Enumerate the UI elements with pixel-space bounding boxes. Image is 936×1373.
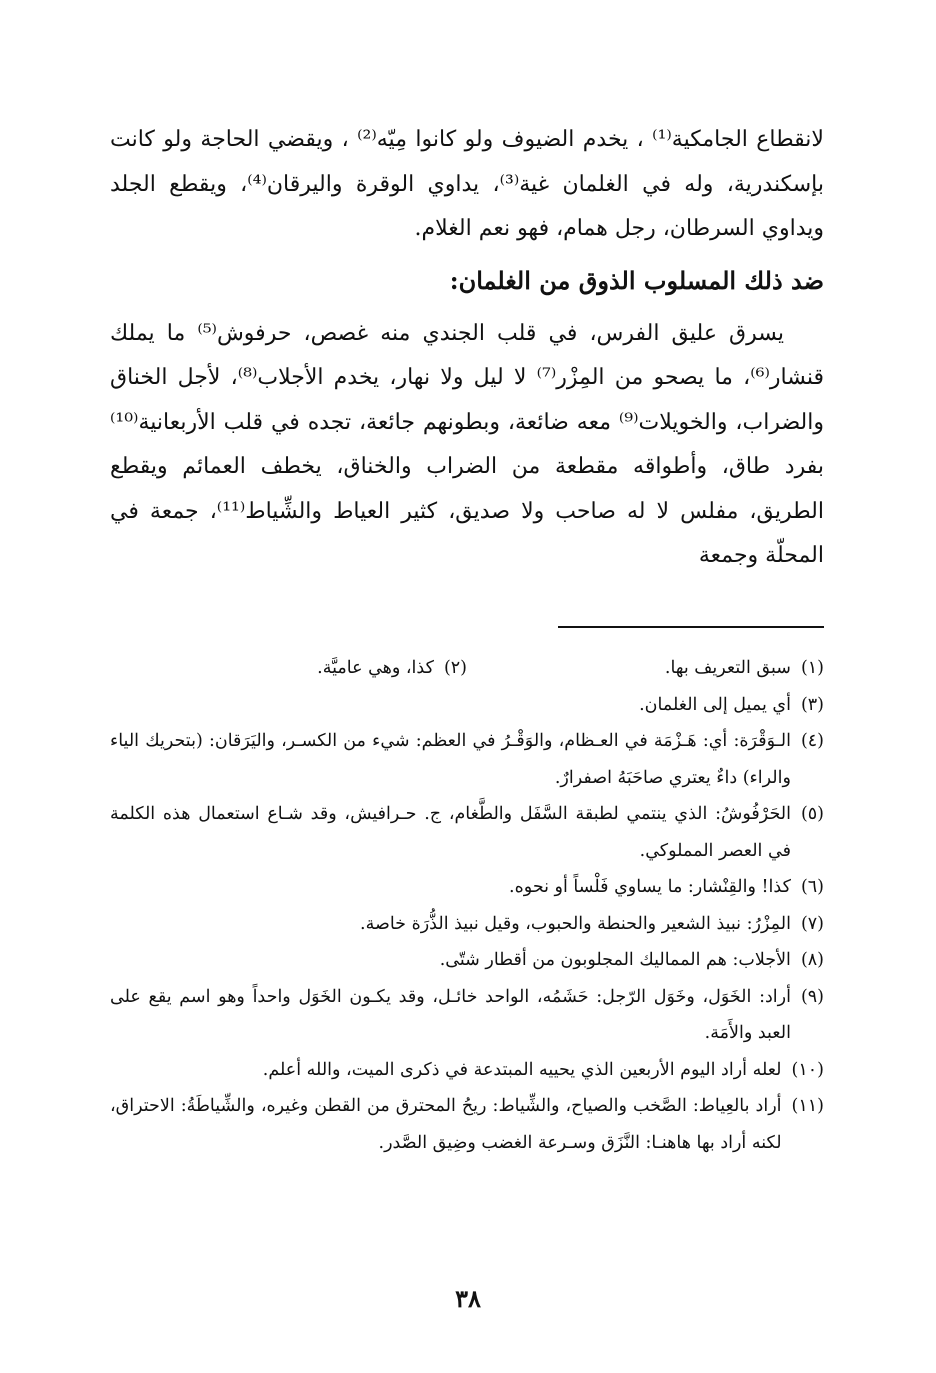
section-heading: ضد ذلك المسلوب الذوق من الغلمان: xyxy=(449,265,824,295)
footnote-text: أراد: الخَوَل، وخَوَل الرّجل: حَشَمُه، الواحد خائـل، وقد يكـون الخَوَل واحداً وهو اسم يقع على العبد والأَمَة. xyxy=(110,986,791,1043)
paragraph-2: يسرق عليق الفرس، في قلب الجندي منه غصص، حرفوش⁽⁵⁾ ما يملك قنشار⁽⁶⁾، ما يصحو من المِزْر⁽⁷⁾ لا ليل ولا نهار، يخدم الأجلاب⁽⁸⁾، لأجل الخناق والضراب، والخويلات⁽⁹⁾ معه ضائعة، وبطونهم جائعة، تجده في قلب الأربعانية⁽¹⁰⁾ بفرد طاق، وأطواقه مقطعة من الضراب والخناق، يخطف العمائم ويقطع الطريق، مفلس لا له صاحب ولا صديق، كثير العياط والشِّياط⁽¹¹⁾، جمعة في المحلّة وجمعة xyxy=(110,320,824,568)
footnote-3 xyxy=(110,687,824,724)
footnote-9 xyxy=(110,979,824,1052)
footnote-5 xyxy=(110,796,824,869)
footnote-text: الـوَقْرَة: أي: هَـزْمَة في العـظام، والوَقْـرُ في العظم: شيء من الكسـر، واليَرَقان: (بتحريك الياء والراء) داءٌ يعتري صاحَبَهُ اصفرارٌ. xyxy=(110,731,791,788)
footnote-number: (٣) xyxy=(800,694,824,715)
main-text xyxy=(110,118,824,579)
footnote-number: (١١) xyxy=(791,1096,824,1116)
paragraph-1: لانقطاع الجامكية⁽¹⁾ ، يخدم الضيوف ولو كانوا مِيّه⁽²⁾ ، ويقضي الحاجة ولو كانت بإسكندرية، وله في الغلمان غية⁽³⁾، يداوي الوقرة واليرقان⁽⁴⁾، ويقطع الجلد ويداوي السرطان، رجل همام، فهو نعم الغلام. xyxy=(110,127,824,241)
footnote-2 xyxy=(110,650,467,687)
footnote-7 xyxy=(110,906,824,943)
footnote-10 xyxy=(110,1052,824,1089)
page-number: ٣٨ xyxy=(455,1284,481,1313)
footnote-number: (٥) xyxy=(800,804,824,824)
footnote-4 xyxy=(110,723,824,796)
footnote-text: الحَرْفُوشُ: الذي ينتمي لطبقة السَّفَل والطَّغام، ج. حـرافيش، وقد شـاع استعمال هذه الكلمة في العصر المملوكي. xyxy=(110,804,791,861)
footnote-text: سبق التعريف بها. xyxy=(664,658,791,678)
footnotes xyxy=(110,650,824,1161)
footnote-number: (٦) xyxy=(800,877,824,897)
footnote-number: (٧) xyxy=(800,913,824,934)
footnote-number: (٨) xyxy=(800,950,824,970)
footnote-pair-1-2 xyxy=(110,650,824,687)
footnote-text: كذا، وهي عاميَّة. xyxy=(317,658,434,678)
footnote-number: (١٠) xyxy=(791,1059,824,1080)
footnote-text: لعله أراد اليوم الأربعين الذي يحييه المبتدعة في ذكرى الميت، والله أعلم. xyxy=(262,1059,782,1080)
footnote-separator xyxy=(558,626,824,628)
footnote-11 xyxy=(110,1088,824,1161)
footnote-number: (٢) xyxy=(443,658,467,678)
footnote-number: (٤) xyxy=(800,731,824,751)
footnote-text: أي يميل إلى الغلمان. xyxy=(639,694,791,715)
footnote-number: (١) xyxy=(800,658,824,678)
footnote-6 xyxy=(110,869,824,906)
footnote-8 xyxy=(110,942,824,979)
footnote-1 xyxy=(467,650,824,687)
footnote-text: الأجلاب: هم المماليك المجلوبون من أقطار شتّى. xyxy=(439,950,791,970)
footnote-text: كذا! والقِنْشار: ما يساوي فَلْساً أو نحوه. xyxy=(509,877,791,897)
footnote-number: (٩) xyxy=(800,986,824,1007)
footnote-text: أراد بالعِياط: الصَّخب والصياح، والشِّياط: ريحُ المحترق من القطن وغيره، والشِّياطَةُ: الاحتراق، لكنه أراد بها هاهنـا: النَّزَق وسـرعة الغضب وضِيق الصَّدر. xyxy=(110,1096,782,1153)
footnote-text: المِزْرُ: نبيذ الشعير والحنطة والحبوب، وقيل نبيذ الذُّرَة خاصة. xyxy=(360,913,791,934)
